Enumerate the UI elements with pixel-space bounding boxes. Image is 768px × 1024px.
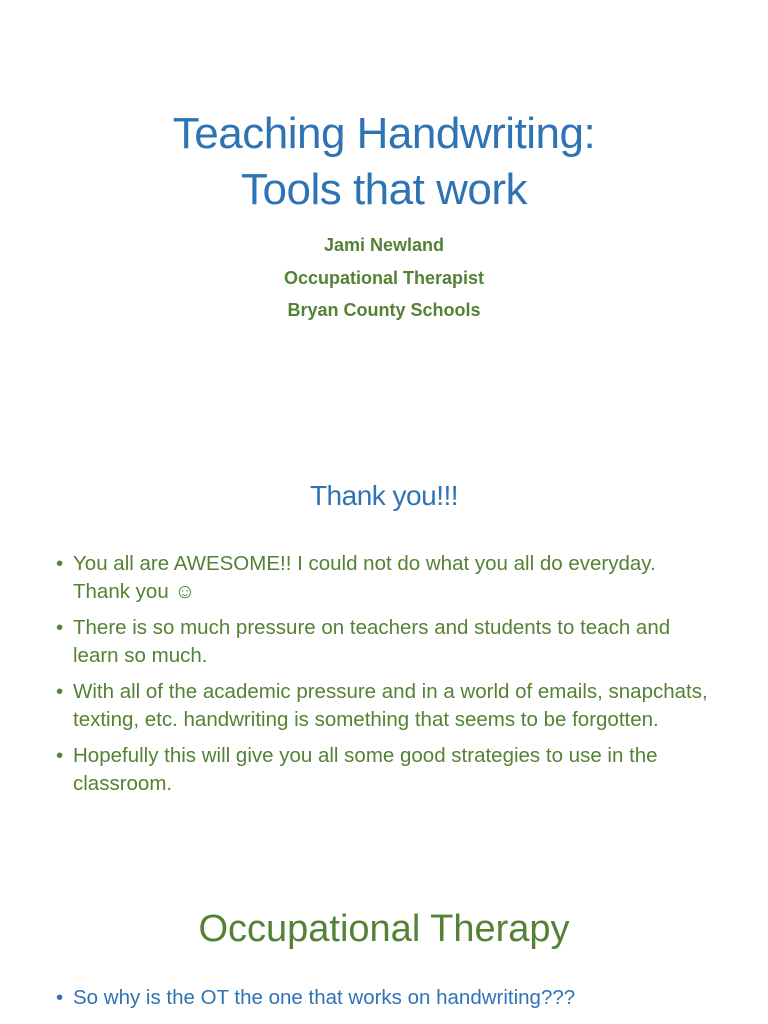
bullet-icon: • bbox=[56, 986, 64, 1009]
presenter-organization: Bryan County Schools bbox=[287, 300, 481, 320]
bullet-text: There is so much pressure on teachers and students to teach and learn so much. bbox=[73, 616, 671, 667]
title-line-2: Tools that work bbox=[241, 165, 527, 214]
bullet-text: You all are AWESOME!! I could not do what you all do everyday. Thank you ☺ bbox=[73, 552, 656, 603]
bullet-item bbox=[56, 550, 716, 605]
presenter-info bbox=[0, 229, 768, 327]
bullet-item bbox=[56, 614, 716, 669]
bullet-item bbox=[56, 984, 716, 1012]
bullet-text: So why is the OT the one that works on handwriting??? bbox=[73, 986, 576, 1009]
presenter-role: Occupational Therapist bbox=[283, 267, 485, 288]
bullet-icon: • bbox=[56, 680, 64, 703]
slide-title: Occupational Therapy bbox=[198, 908, 570, 950]
bullet-icon: • bbox=[56, 616, 64, 639]
slide-title bbox=[0, 106, 768, 218]
presenter-name: Jami Newland bbox=[323, 235, 445, 255]
bullet-icon: • bbox=[56, 552, 64, 575]
bullet-item bbox=[56, 678, 716, 733]
thank-you-slide bbox=[0, 440, 768, 880]
bullet-list bbox=[56, 550, 716, 806]
bullet-text: Hopefully this will give you all some good strategies to use in the classroom. bbox=[73, 744, 658, 795]
bullet-item bbox=[56, 742, 716, 797]
slide-title: Thank you!!! bbox=[309, 480, 459, 511]
bullet-text: With all of the academic pressure and in a world of emails, snapchats, texting, etc. handwriting is something that seems to be forgotten. bbox=[73, 680, 708, 731]
bullet-list bbox=[56, 984, 716, 1021]
occupational-therapy-slide bbox=[0, 880, 768, 1024]
title-slide bbox=[0, 0, 768, 440]
bullet-icon: • bbox=[56, 744, 64, 767]
title-line-1: Teaching Handwriting: bbox=[172, 109, 596, 158]
